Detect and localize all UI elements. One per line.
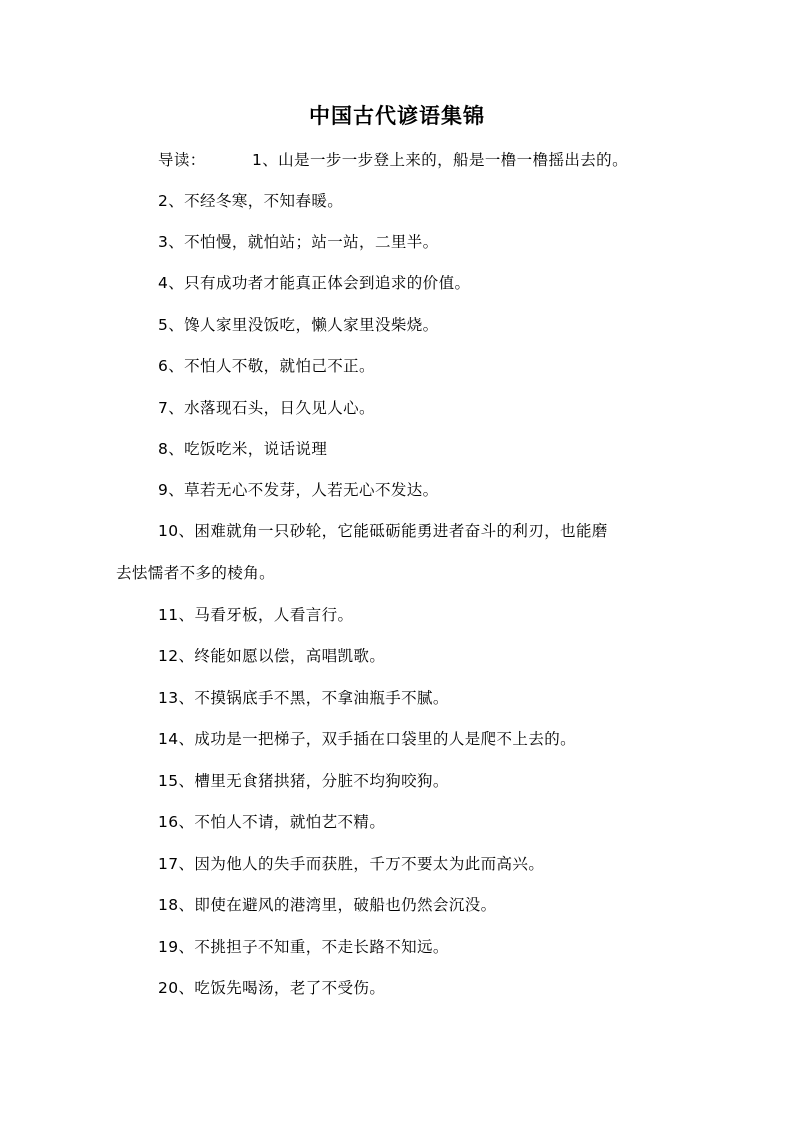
proverb-line-12: 12、终能如愿以偿，高唱凯歌。 — [158, 647, 386, 665]
intro-label: 导读： — [158, 151, 206, 169]
proverb-line-9: 9、草若无心不发芽，人若无心不发达。 — [158, 481, 439, 499]
proverb-line-15: 15、槽里无食猪拱猪，分脏不均狗咬狗。 — [158, 772, 449, 790]
proverb-line-1: 1、山是一步一步登上来的，船是一橹一橹摇出去的。 — [252, 151, 628, 169]
proverb-line-17: 17、因为他人的失手而获胜，千万不要太为此而高兴。 — [158, 855, 545, 873]
proverb-line-18: 18、即使在避风的港湾里，破船也仍然会沉没。 — [158, 896, 497, 914]
proverb-line-19: 19、不挑担子不知重，不走长路不知远。 — [158, 938, 449, 956]
proverb-line-20: 20、吃饭先喝汤，老了不受伤。 — [158, 979, 386, 997]
proverb-line-16: 16、不怕人不请，就怕艺不精。 — [158, 813, 386, 831]
proverb-line-8: 8、吃饭吃米，说话说理 — [158, 440, 328, 458]
proverb-line-4: 4、只有成功者才能真正体会到追求的价值。 — [158, 274, 471, 292]
proverb-line-2: 2、不经冬寒，不知春暖。 — [158, 192, 344, 210]
proverb-line-11: 11、马看牙板，人看言行。 — [158, 606, 354, 624]
intro-line — [158, 148, 628, 172]
proverb-line-10-continued: 去怯懦者不多的棱角。 — [116, 564, 276, 582]
page-title: 中国古代谚语集锦 — [309, 103, 485, 128]
proverb-line-10: 10、困难就角一只砂轮，它能砥砺能勇进者奋斗的利刃，也能磨 — [158, 522, 608, 540]
proverb-line-5: 5、馋人家里没饭吃，懒人家里没柴烧。 — [158, 316, 439, 334]
proverb-line-14: 14、成功是一把梯子，双手插在口袋里的人是爬不上去的。 — [158, 730, 577, 748]
proverb-line-7: 7、水落现石头，日久见人心。 — [158, 399, 375, 417]
proverb-line-6: 6、不怕人不敬，就怕己不正。 — [158, 357, 375, 375]
proverb-line-3: 3、不怕慢，就怕站；站一站，二里半。 — [158, 233, 439, 251]
proverb-line-13: 13、不摸锅底手不黑，不拿油瓶手不腻。 — [158, 689, 449, 707]
